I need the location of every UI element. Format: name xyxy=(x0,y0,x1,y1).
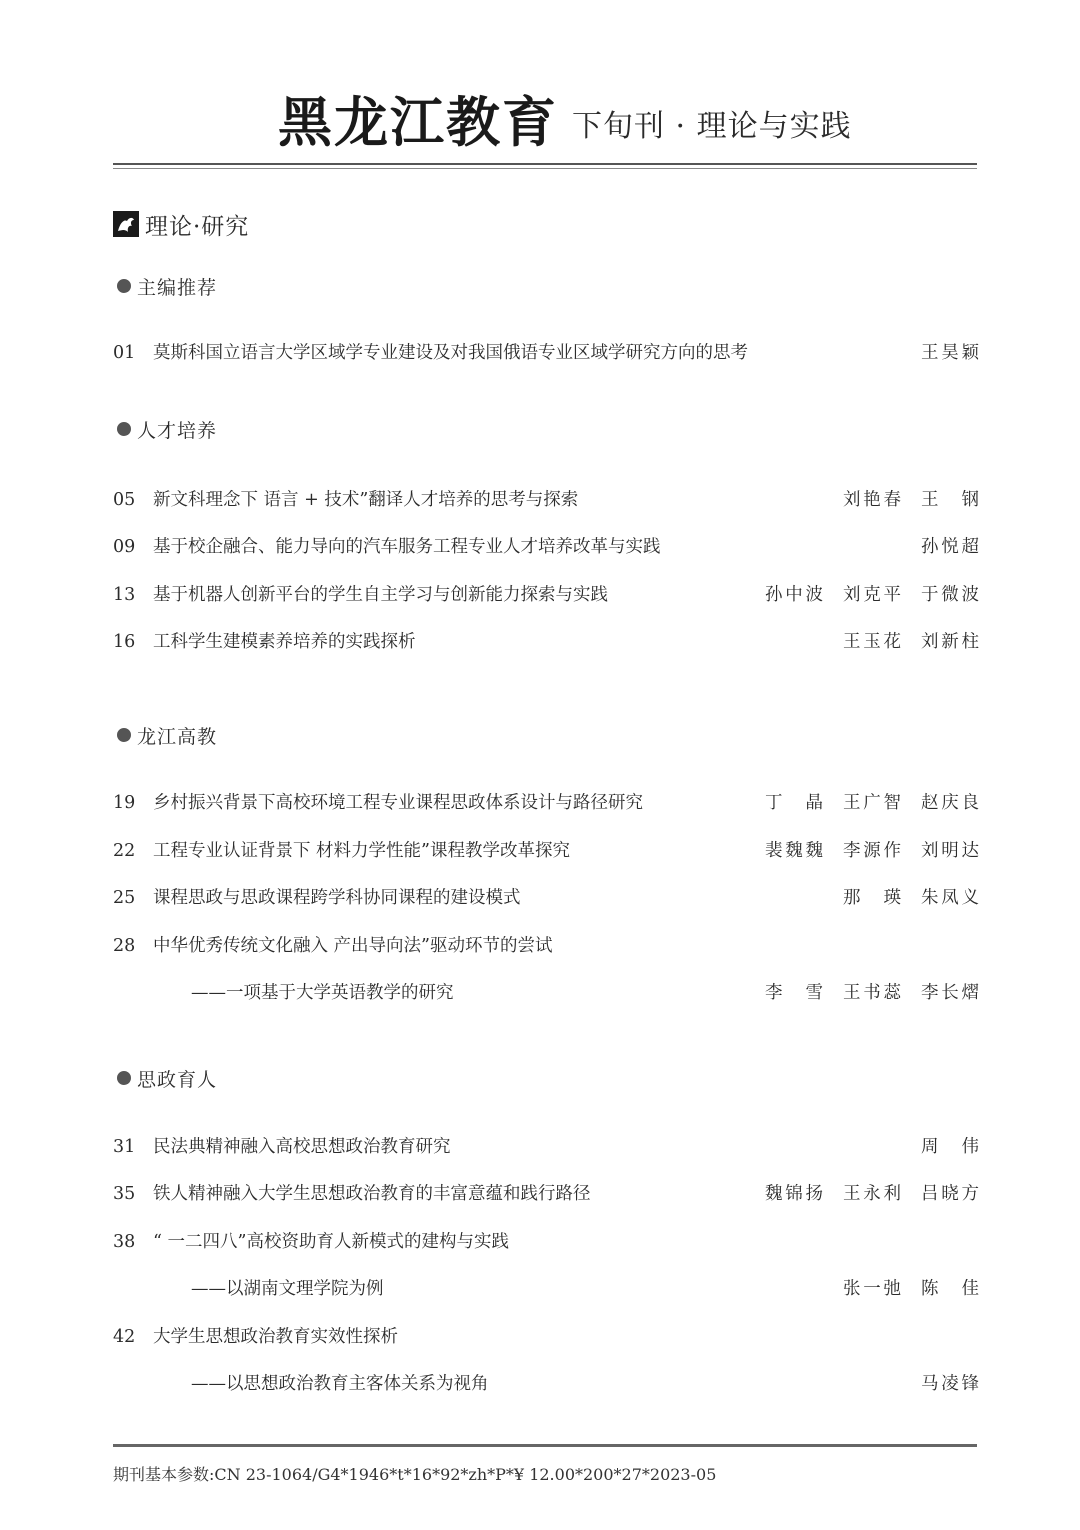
bullet-dot-icon xyxy=(117,422,131,436)
toc-entry xyxy=(113,979,979,1007)
article-title: 基于校企融合、能力导向的汽车服务工程专业人才培养改革与实践 xyxy=(153,537,661,557)
author-name: 刘新柱 xyxy=(921,632,979,652)
author-name: 丁 晶 xyxy=(765,793,823,813)
author-name: 王昊颖 xyxy=(921,343,979,363)
article-title: 工程专业认证背景下 材料力学性能”课程教学改革探究 xyxy=(153,841,571,861)
author-name: 孙悦超 xyxy=(921,537,979,557)
section-mark-icon xyxy=(113,211,139,237)
author-list xyxy=(745,837,979,865)
author-list xyxy=(901,339,979,367)
author-name: 魏锦扬 xyxy=(765,1184,823,1204)
toc-entry xyxy=(113,1180,979,1208)
category-heading xyxy=(117,1063,217,1093)
page-number: 35 xyxy=(113,1184,136,1204)
masthead xyxy=(278,84,852,154)
author-name: 王广智 xyxy=(843,793,901,813)
article-title: 乡村振兴背景下高校环境工程专业课程思政体系设计与路径研究 xyxy=(153,793,643,813)
author-name: 孙中波 xyxy=(765,585,823,605)
author-name: 吕晓方 xyxy=(921,1184,979,1204)
article-title: 课程思政与思政课程跨学科协同课程的建设模式 xyxy=(153,888,521,908)
article-title: 莫斯科国立语言大学区域学专业建设及对我国俄语专业区域学研究方向的思考 xyxy=(153,343,748,363)
category-label: 人才培养 xyxy=(137,419,218,442)
article-subtitle: ——以湖南文理学院为例 xyxy=(191,1279,384,1299)
article-title: 工科学生建模素养培养的实践探析 xyxy=(153,632,416,652)
toc-entry xyxy=(113,339,979,367)
page-number: 31 xyxy=(113,1137,136,1157)
author-name: 赵庆良 xyxy=(921,793,979,813)
author-list xyxy=(745,581,979,609)
page-number: 09 xyxy=(113,537,136,557)
article-title: 中华优秀传统文化融入 产出导向法”驱动环节的尝试 xyxy=(153,936,553,956)
header-rule xyxy=(113,163,977,165)
toc-entry xyxy=(113,533,979,561)
bullet-dot-icon xyxy=(117,279,131,293)
footer-rule xyxy=(113,1444,977,1447)
category-label: 龙江高教 xyxy=(137,725,218,748)
author-name: 王书蕊 xyxy=(843,983,901,1003)
toc-entry xyxy=(113,581,979,609)
author-list xyxy=(901,1133,979,1161)
toc-entry xyxy=(113,1228,979,1256)
toc-entry xyxy=(113,884,979,912)
article-title: 基于机器人创新平台的学生自主学习与创新能力探索与实践 xyxy=(153,585,608,605)
author-name: 于微波 xyxy=(921,585,979,605)
author-name: 李源作 xyxy=(843,841,901,861)
article-subtitle: ——以思想政治教育主客体关系为视角 xyxy=(191,1374,489,1394)
author-list xyxy=(823,628,979,656)
page-number: 19 xyxy=(113,793,136,813)
category-heading xyxy=(117,414,217,444)
author-list xyxy=(823,486,979,514)
category-label: 思政育人 xyxy=(137,1068,218,1091)
category-label: 主编推荐 xyxy=(137,276,218,299)
toc-entry xyxy=(113,1133,979,1161)
author-list xyxy=(745,789,979,817)
author-name: 王玉花 xyxy=(843,632,901,652)
toc-entry xyxy=(113,837,979,865)
page-number: 22 xyxy=(113,841,136,861)
author-name: 陈 佳 xyxy=(921,1279,979,1299)
author-name: 刘明达 xyxy=(921,841,979,861)
author-name: 张一弛 xyxy=(843,1279,901,1299)
author-name: 刘克平 xyxy=(843,585,901,605)
page-number: 25 xyxy=(113,888,136,908)
toc-entry xyxy=(113,486,979,514)
author-name: 马凌锋 xyxy=(921,1374,979,1394)
bullet-dot-icon xyxy=(117,728,131,742)
author-list xyxy=(745,1180,979,1208)
page-number: 16 xyxy=(113,632,136,652)
page-number: 28 xyxy=(113,936,136,956)
page-number: 13 xyxy=(113,585,136,605)
article-title: “ 一二四八”高校资助育人新模式的建构与实践 xyxy=(153,1232,509,1252)
section-header xyxy=(113,207,249,241)
page-number: 05 xyxy=(113,490,136,510)
toc-entry xyxy=(113,1275,979,1303)
toc-entry xyxy=(113,1323,979,1351)
author-list xyxy=(901,533,979,561)
bullet-dot-icon xyxy=(117,1071,131,1085)
article-title: 大学生思想政治教育实效性探析 xyxy=(153,1327,398,1347)
article-subtitle: ——一项基于大学英语教学的研究 xyxy=(191,983,454,1003)
toc-entry xyxy=(113,932,979,960)
author-name: 朱凤义 xyxy=(921,888,979,908)
toc-entry xyxy=(113,1370,979,1398)
author-name: 裴魏魏 xyxy=(765,841,823,861)
author-name: 李长熠 xyxy=(921,983,979,1003)
author-name: 那 瑛 xyxy=(843,888,901,908)
author-list xyxy=(901,1370,979,1398)
article-title: 民法典精神融入高校思想政治教育研究 xyxy=(153,1137,451,1157)
author-name: 周 伟 xyxy=(921,1137,979,1157)
category-heading xyxy=(117,271,217,301)
author-list xyxy=(745,979,979,1007)
page-number: 01 xyxy=(113,343,136,363)
toc-entry xyxy=(113,628,979,656)
journal-subtitle: 下旬刊 · 理论与实践 xyxy=(572,109,852,144)
page-number: 42 xyxy=(113,1327,136,1347)
journal-title: 黑龙江教育 xyxy=(278,90,558,154)
category-heading xyxy=(117,720,217,750)
header-rule-thin xyxy=(113,168,977,169)
article-title: 新文科理念下 语言 + 技术”翻译人才培养的思考与探索 xyxy=(153,490,579,510)
page-number: 38 xyxy=(113,1232,136,1252)
author-list xyxy=(823,884,979,912)
author-name: 李 雪 xyxy=(765,983,823,1003)
author-name: 王 钢 xyxy=(921,490,979,510)
author-name: 王永利 xyxy=(843,1184,901,1204)
toc-entry xyxy=(113,789,979,817)
author-list xyxy=(823,1275,979,1303)
author-name: 刘艳春 xyxy=(843,490,901,510)
article-title: 铁人精神融入大学生思想政治教育的丰富意蕴和践行路径 xyxy=(153,1184,591,1204)
section-label: 理论·研究 xyxy=(145,213,250,240)
journal-parameters: 期刊基本参数:CN 23-1064/G4*1946*t*16*92*zh*P*¥ 12.00*200*27*2023-05 xyxy=(113,1465,717,1484)
